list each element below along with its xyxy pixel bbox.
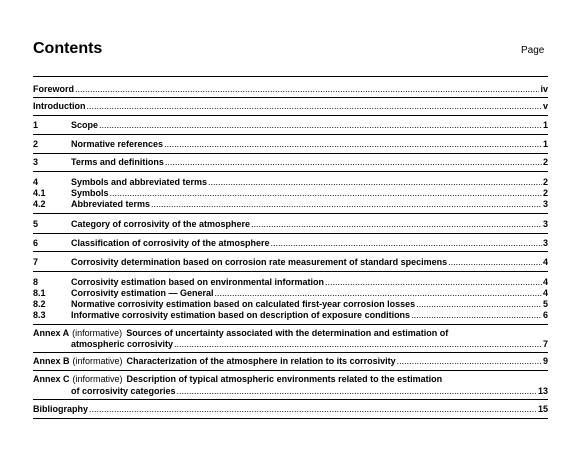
leader-dots	[89, 404, 537, 415]
divider	[33, 76, 548, 77]
leader-dots	[251, 219, 542, 230]
toc-entry-1[interactable]	[33, 120, 548, 131]
toc-entry-8[interactable]	[33, 277, 548, 288]
toc-entry-bibliography[interactable]	[33, 404, 548, 415]
toc-section-number: 4	[33, 177, 39, 187]
divider	[33, 271, 548, 272]
toc-section-number: 3	[33, 157, 39, 167]
toc-page-number: 15	[537, 404, 548, 414]
toc-entry-text: Sources of uncertainty associated with the determination and estimation of	[126, 328, 449, 338]
toc-entry-text: Description of typical atmospheric environments related to the estimation	[126, 374, 443, 384]
divider	[33, 399, 548, 400]
toc-entry-annex-a[interactable]	[33, 328, 548, 339]
toc-page-number: 4	[542, 288, 548, 298]
leader-dots	[448, 257, 542, 268]
divider	[33, 134, 548, 135]
leader-dots	[164, 139, 542, 150]
leader-dots	[151, 199, 542, 210]
toc-section-number: 1	[33, 120, 39, 130]
divider	[33, 233, 548, 234]
toc-page-number: 7	[542, 339, 548, 349]
divider	[33, 213, 548, 214]
leader-dots	[165, 157, 542, 168]
toc-entry-8-3[interactable]	[33, 310, 548, 321]
toc-entry-8-2[interactable]	[33, 299, 548, 310]
toc-entry-foreword[interactable]	[33, 84, 548, 95]
toc-page-number: 2	[542, 157, 548, 167]
page-title: Contents	[33, 40, 103, 57]
toc-entry-text: Foreword	[33, 84, 75, 94]
toc-section-number: 6	[33, 238, 39, 248]
toc-page-number: 4	[542, 257, 548, 267]
annex-informative-tag: (informative)	[72, 374, 123, 384]
toc-page-number: 6	[542, 310, 548, 320]
leader-dots	[325, 277, 542, 288]
toc-entry-2[interactable]	[33, 139, 548, 150]
leader-dots	[271, 238, 542, 249]
toc-section-number: 5	[33, 219, 39, 229]
leader-dots	[177, 386, 537, 397]
leader-dots	[208, 177, 542, 188]
toc-entry-text: Corrosivity determination based on corrosion rate measurement of standard specimens	[71, 257, 448, 267]
toc-page-number: v	[542, 101, 548, 111]
toc-page-number: 1	[542, 120, 548, 130]
leader-dots	[411, 310, 542, 321]
toc-entry-4-2[interactable]	[33, 199, 548, 210]
toc-entry-text: Symbols	[71, 188, 109, 198]
divider	[33, 324, 548, 325]
leader-dots	[75, 84, 539, 95]
annex-informative-tag: (informative)	[72, 328, 123, 338]
page-column-label: Page	[521, 45, 545, 56]
toc-page-number: 3	[542, 238, 548, 248]
toc-entry-text: of corrosivity categories	[71, 386, 176, 396]
toc-page-number: 5	[542, 299, 548, 309]
toc-entry-text: Symbols and abbreviated terms	[71, 177, 208, 187]
toc-entry-text: Normative references	[71, 139, 164, 149]
toc-section-number: 8.2	[33, 299, 46, 309]
toc-page-number: 2	[542, 177, 548, 187]
divider	[33, 115, 548, 116]
toc-entry-8-1[interactable]	[33, 288, 548, 299]
toc-entry-5[interactable]	[33, 219, 548, 230]
divider	[33, 97, 548, 98]
toc-section-number: 4.1	[33, 188, 46, 198]
toc-page-number: 4	[542, 277, 548, 287]
toc-section-number: 2	[33, 139, 39, 149]
divider	[33, 370, 548, 371]
toc-page-number: 2	[542, 188, 548, 198]
toc-entry-annex-b[interactable]	[33, 356, 548, 367]
toc-entry-introduction[interactable]	[33, 101, 548, 112]
toc-entry-text: Category of corrosivity of the atmosphere	[71, 219, 251, 229]
toc-entry-4[interactable]	[33, 177, 548, 188]
toc-entry-text: atmospheric corrosivity	[71, 339, 174, 349]
divider	[33, 352, 548, 353]
leader-dots	[87, 101, 542, 112]
toc-section-number: 7	[33, 257, 39, 267]
toc-entry-3[interactable]	[33, 157, 548, 168]
toc-page-number: 3	[542, 219, 548, 229]
toc-entry-text: Scope	[71, 120, 99, 130]
divider	[33, 171, 548, 172]
toc-entry-text: Characterization of the atmosphere in relation to its corrosivity	[126, 356, 396, 366]
toc-entry-text: Normative corrosivity estimation based on calculated first-year corrosion losses	[71, 299, 416, 309]
toc-entry-text: Terms and definitions	[71, 157, 164, 167]
toc-entry-7[interactable]	[33, 257, 548, 268]
leader-dots	[397, 356, 542, 367]
annex-informative-tag: (informative)	[72, 356, 123, 366]
divider	[33, 153, 548, 154]
annex-label: Annex C	[33, 374, 70, 384]
toc-page-number: iv	[540, 84, 548, 94]
toc-entry-annex-c[interactable]	[33, 374, 548, 385]
toc-section-number: 8.3	[33, 310, 46, 320]
divider	[33, 251, 548, 252]
toc-entry-text: Classification of corrosivity of the atmosphere	[71, 238, 270, 248]
toc-page-number: 3	[542, 199, 548, 209]
toc-entry-4-1[interactable]	[33, 188, 548, 199]
toc-entry-6[interactable]	[33, 238, 548, 249]
toc-section-number: 4.2	[33, 199, 46, 209]
toc-section-number: 8	[33, 277, 39, 287]
toc-entry-text: Introduction	[33, 101, 86, 111]
toc-entry-text: Corrosivity estimation — General	[71, 288, 214, 298]
leader-dots	[110, 188, 542, 199]
toc-section-number: 8.1	[33, 288, 46, 298]
toc-entry-annex-a-cont[interactable]	[33, 339, 548, 350]
toc-entry-text: Informative corrosivity estimation based on description of exposure conditions	[71, 310, 411, 320]
toc-entry-text: Bibliography	[33, 404, 89, 414]
leader-dots	[174, 339, 542, 350]
toc-entry-text: Corrosivity estimation based on environmental information	[71, 277, 325, 287]
toc-page-number: 1	[542, 139, 548, 149]
leader-dots	[215, 288, 542, 299]
annex-label: Annex B	[33, 356, 70, 366]
annex-label: Annex A	[33, 328, 70, 338]
toc-entry-text: Abbreviated terms	[71, 199, 151, 209]
toc-entry-annex-c-cont[interactable]	[33, 386, 548, 397]
toc-page-number: 9	[542, 356, 548, 366]
leader-dots	[416, 299, 542, 310]
toc-page-number: 13	[537, 386, 548, 396]
divider	[33, 418, 548, 419]
leader-dots	[99, 120, 542, 131]
